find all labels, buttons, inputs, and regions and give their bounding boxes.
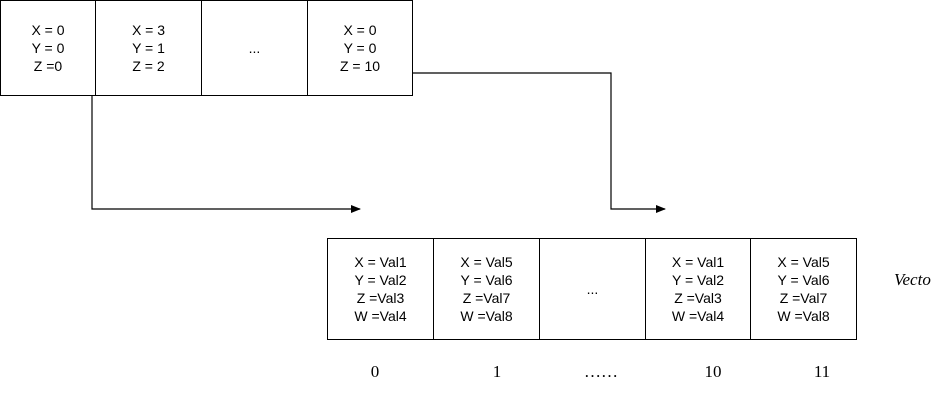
cell-text: Z = 2: [132, 58, 165, 74]
cell-text: W =Val8: [777, 308, 830, 324]
vector-cell-0: [327, 238, 434, 340]
arrow-cell0-to-vector0: [76, 85, 360, 209]
vector-cell-10: [645, 238, 751, 340]
vector-index-0: 0: [370, 362, 380, 381]
cell-text: Z =0: [33, 58, 63, 74]
cell-text: Y = 0: [343, 40, 377, 56]
top-array-cell-1: [95, 0, 202, 96]
cell-text: Y = Val6: [460, 272, 513, 288]
ellipsis-text: ...: [586, 281, 599, 297]
cell-text: W =Val4: [671, 308, 725, 324]
vector-index-10: 10: [704, 362, 722, 381]
top-array-cell-ellipsis: [201, 0, 308, 96]
cell-text: Z = 10: [339, 58, 381, 74]
cell-text: X = Val5: [460, 254, 513, 270]
arrow-cell3-to-vector10: [402, 73, 665, 209]
cell-text: X = 3: [131, 22, 166, 38]
cell-text: X = Val1: [354, 254, 407, 270]
cell-text: Z =Val7: [779, 290, 828, 306]
top-array-cell-0: [0, 0, 96, 96]
vector-index-ellipsis: ……: [584, 362, 618, 381]
cell-text: X = Val5: [777, 254, 830, 270]
cell-text: Z =Val7: [462, 290, 511, 306]
vector-index-11: 11: [813, 362, 831, 381]
vector-index-1: 1: [492, 362, 502, 381]
cell-text: X = 0: [31, 22, 65, 38]
cell-text: Y = Val2: [354, 272, 407, 288]
cell-text: Y = Val6: [777, 272, 830, 288]
cell-text: W =Val4: [354, 308, 407, 324]
vector-cell-11: [750, 238, 857, 340]
cell-text: Z =Val3: [356, 290, 405, 306]
cell-text: Z =Val3: [674, 290, 722, 306]
cell-text: W =Val8: [460, 308, 513, 324]
vector-cell-ellipsis: [539, 238, 646, 340]
top-array-cell-3: [307, 0, 413, 96]
cell-text: Y = Val2: [671, 272, 725, 288]
cell-text: X = Val1: [671, 254, 725, 270]
cell-text: Y = 0: [31, 40, 65, 56]
ellipsis-text: ...: [248, 40, 261, 56]
vector-label: Vecto: [894, 270, 931, 289]
cell-text: Y = 1: [132, 40, 165, 56]
vector-cell-1: [433, 238, 540, 340]
cell-text: X = 0: [343, 22, 377, 38]
